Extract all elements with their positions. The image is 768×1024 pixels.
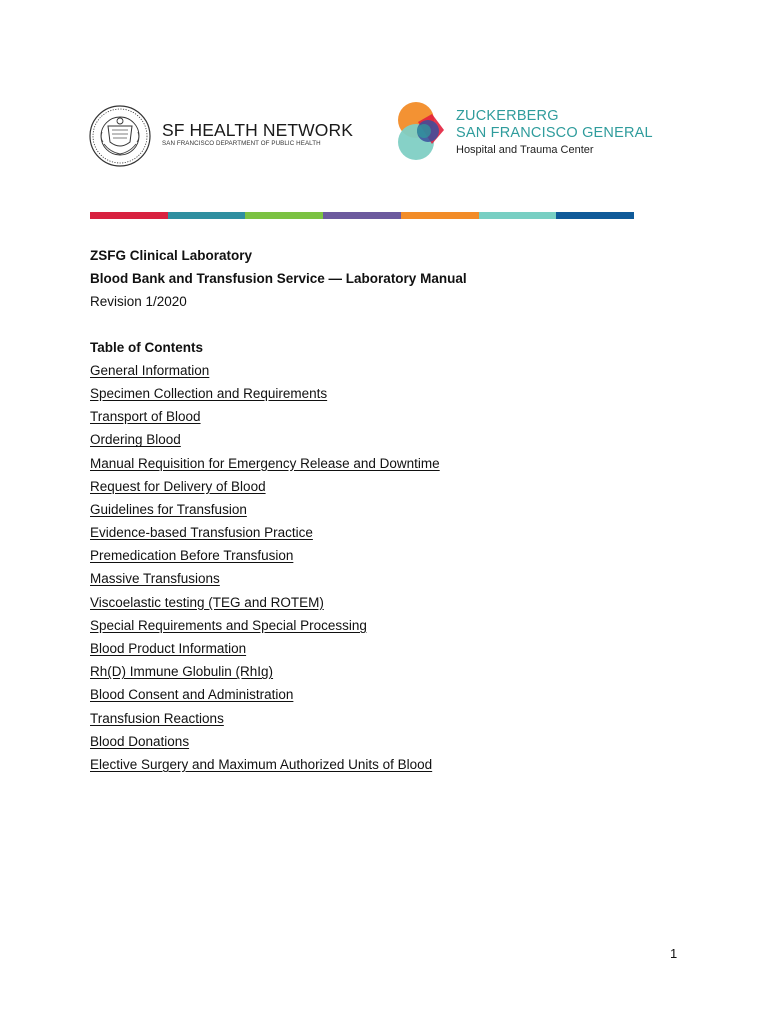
toc-item	[90, 452, 710, 475]
toc-link[interactable]: Viscoelastic testing (TEG and ROTEM)	[90, 594, 324, 610]
toc-link[interactable]: Blood Donations	[90, 733, 190, 749]
color-bar-segment	[90, 212, 168, 219]
toc-item	[90, 614, 710, 637]
page-number: 1	[670, 946, 678, 961]
toc-link[interactable]: Request for Delivery of Blood	[90, 478, 266, 494]
revision-text: Revision 1/2020	[90, 294, 187, 310]
color-bar-segment	[401, 212, 479, 219]
toc-link[interactable]: Massive Transfusions	[90, 571, 220, 587]
color-bar-segment	[323, 212, 401, 219]
toc-list	[90, 359, 710, 776]
toc-link[interactable]: Evidence-based Transfusion Practice	[90, 525, 313, 541]
zsfg-logo-line1: ZUCKERBERG	[456, 108, 559, 124]
toc-item	[90, 475, 710, 498]
toc-item	[90, 660, 710, 683]
toc-item	[90, 521, 710, 544]
color-bar-segment	[245, 212, 323, 219]
sf-health-network-logo	[88, 104, 353, 168]
toc-link[interactable]: Ordering Blood	[90, 432, 181, 448]
toc-link[interactable]: Special Requirements and Special Processing	[90, 617, 367, 633]
toc-item	[90, 683, 710, 706]
toc-link[interactable]: Specimen Collection and Requirements	[90, 385, 328, 401]
toc-item	[90, 428, 710, 451]
toc-link[interactable]: Manual Requisition for Emergency Release and Downtime	[90, 455, 440, 471]
sf-logo-text	[162, 120, 353, 148]
toc-item	[90, 753, 710, 776]
toc-link[interactable]: General Information	[90, 362, 210, 378]
city-seal-icon	[88, 104, 152, 168]
toc-item	[90, 567, 710, 590]
zsfg-mark-icon	[394, 100, 450, 162]
toc-link[interactable]: Blood Consent and Administration	[90, 687, 294, 703]
toc-item	[90, 707, 710, 730]
spacer	[90, 314, 710, 336]
toc-item	[90, 382, 710, 405]
zsfg-logo	[394, 100, 653, 164]
toc-item	[90, 730, 710, 753]
color-bar-segment	[479, 212, 557, 219]
document-title: Blood Bank and Transfusion Service — Laboratory Manual	[90, 271, 467, 287]
toc-link[interactable]: Blood Product Information	[90, 641, 247, 656]
document-content	[90, 244, 710, 776]
zsfg-logo-line2: SAN FRANCISCO GENERAL	[456, 125, 653, 141]
zsfg-logo-text	[456, 108, 653, 157]
sf-logo-title: SF HEALTH NETWORK	[162, 120, 353, 140]
toc-item	[90, 498, 710, 521]
toc-item	[90, 405, 710, 428]
zsfg-logo-line3: Hospital and Trauma Center	[456, 144, 594, 156]
color-bar-segment	[168, 212, 246, 219]
toc-item	[90, 359, 710, 382]
org-name: ZSFG Clinical Laboratory	[90, 248, 253, 263]
toc-link[interactable]: Premedication Before Transfusion	[90, 548, 294, 564]
toc-link[interactable]: Transfusion Reactions	[90, 710, 224, 726]
toc-item	[90, 544, 710, 567]
toc-link[interactable]: Rh(D) Immune Globulin (RhIg)	[90, 664, 274, 680]
color-bar-segment	[556, 212, 634, 219]
color-divider-bar	[90, 212, 634, 219]
toc-item	[90, 591, 710, 614]
toc-link[interactable]: Transport of Blood	[90, 409, 201, 425]
toc-link[interactable]: Guidelines for Transfusion	[90, 501, 247, 517]
sf-logo-subtitle: SAN FRANCISCO DEPARTMENT OF PUBLIC HEALTH	[162, 140, 321, 147]
toc-item	[90, 637, 710, 660]
toc-link[interactable]: Elective Surgery and Maximum Authorized Units of Blood	[90, 756, 433, 772]
toc-heading: Table of Contents	[90, 339, 203, 355]
